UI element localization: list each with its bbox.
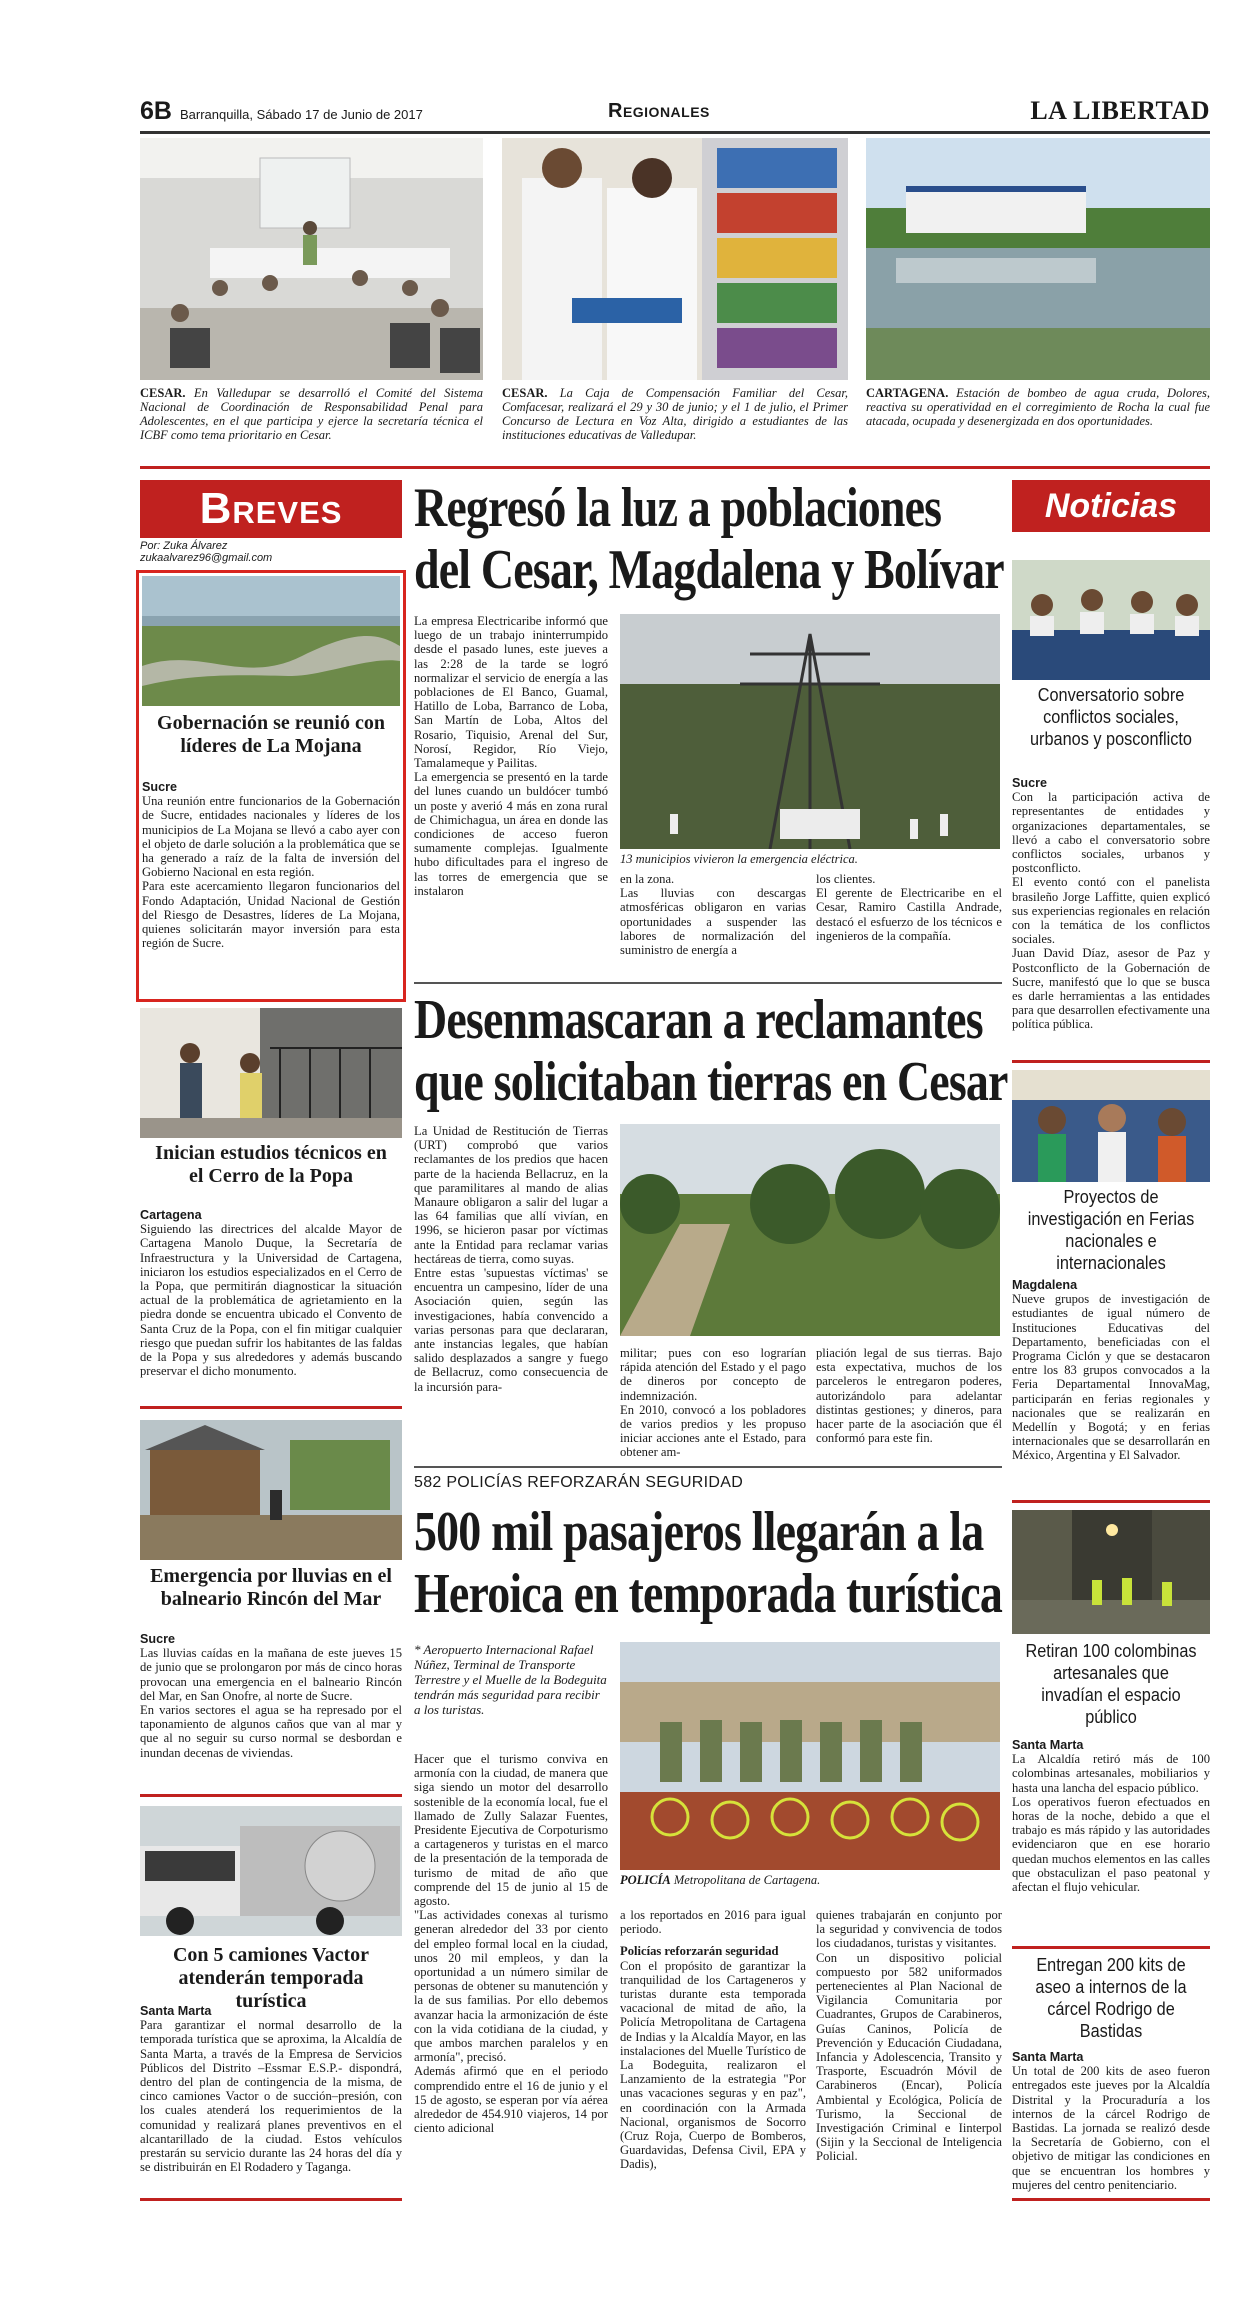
caption-place: POLICÍA — [620, 1873, 671, 1887]
noticias-banner — [1012, 480, 1210, 532]
red-rule-breves-2 — [140, 1794, 402, 1797]
noticia-paragraph: La Alcaldía retiró más de 100 colombinas artesanales, mobiliarios y hasta una lancha del espacio público. — [1012, 1752, 1210, 1795]
photo-conversatorio — [1012, 560, 1210, 680]
article2-paragraph: militar; pues con eso lograrían rápida atención del Estado y el pago de dineros por concepto de indemnización. — [620, 1346, 806, 1403]
article1-col2 — [620, 872, 806, 957]
breve-paragraph: Siguiendo las directrices del alcalde Mayor de Cartagena Manolo Duque, la Secretaría de Infraestructura y la Universidad de Cartagena, iniciaron los estudios especializados en el Cerro de la Popa, que permitirán diagnosticar la situación actual de la problemática de agrietamiento en la piedra donde se encuentra ubicado el Convento de Santa Cruz de la Popa, con el fin mitigar cualquier riesgo que puedan sufrir los habitantes de las faldas de la Popa y sus alrededores y además buscando preservar el dicho monumento. — [140, 1222, 402, 1379]
breves-author: Por: Zuka Álvarez — [140, 540, 228, 552]
photo-cerro-popa — [140, 1008, 402, 1138]
breves-email: zukaalvarez96@gmail.com — [140, 552, 273, 564]
article2-rule — [414, 1466, 1002, 1468]
article3-paragraph: quienes trabajarán en conjunto por la seguridad y convivencia de todos los ciudadanos, turistas y visitantes. — [816, 1908, 1002, 1951]
article3-paragraph: a los reportados en 2016 para igual periodo. — [620, 1908, 806, 1937]
breve-body-popa — [140, 1208, 402, 1378]
red-rule-noticias-2 — [1012, 1500, 1210, 1503]
caption-text: Estación de bombeo de agua cruda, Dolores, reactiva su operatividad en el corregimiento de Rocha la cual fue atacada, ocupada y desenergizada en dos oportunidades. — [866, 386, 1210, 428]
article3-col3 — [816, 1908, 1002, 2164]
breve-place: Santa Marta — [140, 2004, 212, 2018]
station-photo-svg — [866, 138, 1210, 380]
article2-paragraph: La Unidad de Restitución de Tierras (URT) comprobó que varios reclamantes de los predios que hacen parte de la hacienda Bellacruz, en la que paramilitares al mando de alias Manaure obligaron a salir del lugar a las 64 familias que allí vivían, en 1996, se hicieron pasar por víctimas ante la Entidad para reclamar varias hectáreas de tierra, como suyas. — [414, 1124, 608, 1266]
article2-col2 — [620, 1346, 806, 1460]
red-rule-noticias-bottom — [1012, 2198, 1210, 2201]
caption-cartagena-bombeo — [866, 386, 1210, 428]
truck-photo-svg — [140, 1806, 402, 1936]
article2-paragraph: pliación legal de sus tierras. Bajo esta expectativa, muchos de los parceleros le entregaron poderes, autorizándolo para adelantar distintas gestiones; y dineros, para hacer parte de la asociación que él conformó para este fin. — [816, 1346, 1002, 1446]
river-photo-svg — [142, 576, 400, 706]
tower-photo-svg — [620, 614, 1000, 849]
photo-police-bikes — [620, 1642, 1000, 1870]
photo-reading-students — [502, 138, 848, 380]
photo-rincon-del-mar-flood — [140, 1420, 402, 1560]
photo-power-tower — [620, 614, 1000, 849]
photo-pumping-station — [866, 138, 1210, 380]
noticia-body-colombinas — [1012, 1738, 1210, 1894]
dateline: Barranquilla, Sábado 17 de Junio de 2017 — [180, 107, 423, 122]
section-name: Regionales — [608, 100, 710, 122]
breves-banner-text: Breves — [199, 484, 343, 533]
breve-paragraph: En varios sectores el agua se ha represado por el taponamiento de algunos caños que van al mar y que al no seguir su curso normal se desbordan e inundan decenas de viviendas. — [140, 1703, 402, 1760]
caption-text: Metropolitana de Cartagena. — [670, 1873, 821, 1887]
meeting-photo-svg — [140, 138, 483, 380]
article1-headline-line2: del Cesar, Magdalena y Bolívar — [414, 539, 1004, 601]
photo-colombinas — [1012, 1510, 1210, 1634]
article3-photo-caption — [620, 1873, 1000, 1887]
breves-banner — [140, 480, 402, 538]
page-number: 6B — [140, 97, 172, 125]
noticia-paragraph: Nueve grupos de investigación de estudiantes de igual número de Instituciones Educativas del Departamento, beneficiadas con el Programa Ciclón y que se destacaron entre los 83 grupos convocados a la Feria Departamental InnovaMag, participarán en ferias regionales y nacionales que se realizarán en Medellín y Bogotá; y en ferias internacionales que se desarrollarán en México, Argentina y El Salvador. — [1012, 1292, 1210, 1463]
noticia-body-kits — [1012, 2050, 1210, 2192]
article2-col1 — [414, 1124, 608, 1394]
article1-paragraph: El gerente de Electricaribe en el Cesar, Ramiro Castilla Andrade, destacó el esfuerzo de los técnicos e ingenieros de la compañía. — [816, 886, 1002, 943]
caption-place: CESAR. — [140, 386, 186, 400]
article1-paragraph: Las lluvias con descargas atmosféricas obligaron en varias oportunidades a suspender las labores de normalización del suministro de energía a — [620, 886, 806, 958]
header-rule — [140, 131, 1210, 134]
noticia-place: Santa Marta — [1012, 1738, 1084, 1752]
caption-text: En Valledupar se desarrolló el Comité del Sistema Nacional de Coordinación de Responsabilidad Penal para Adolescentes, en el que participa y ejerce la secretaría técnica el ICBF como tema prioritario en Cesar. — [140, 386, 483, 442]
article3-lead: * Aeropuerto Internacional Rafael Núñez, Terminal de Transporte Terrestre y el Muelle de la Bodeguita tendrán más seguridad para recibir a los turistas. — [414, 1642, 607, 1717]
photo-ferias-investigacion — [1012, 1070, 1210, 1182]
article1-rule — [414, 982, 1002, 984]
breve-place: Sucre — [140, 1632, 176, 1646]
article3-paragraph: Hacer que el turismo conviva en armonía con la ciudad, de manera que siga siendo un motor del desarrollo sostenible de la economía local, fue el llamado de Zully Salazar Fuentes, Presidente Ejecutiva de Corpoturismo a cartageneros y turistas en el marco de la presentación de la temporada de turismo de mitad de año que comprende del 15 de junio al 15 de agosto. — [414, 1752, 608, 1909]
breve-body-mojana — [142, 780, 400, 950]
students-photo-svg — [502, 138, 848, 380]
breve-body-rincon — [140, 1632, 402, 1760]
noticia-paragraph: El evento contó con el panelista brasileño Jorge Laffitte, quien explicó sus experiencias regionales en relación con la temática de los conflictos sociales. — [1012, 875, 1210, 947]
photo-bellacruz-land — [620, 1124, 1000, 1336]
colombinas-photo-svg — [1012, 1510, 1210, 1634]
article1-paragraph: La empresa Electricaribe informó que luego de un trabajo ininterrumpido desde el pasado lunes, este jueves a las 2:28 de la tarde se logró normalizar el servicio de energía a las poblaciones de El Banco, Guamal, Hatillo de Loba, Barranco de Loba, San Martín de Loba, Altos del Rosario, Tiquisio, Arenal del Sur, Norosí, Regidor, Río Viejo, Tamalameque y Pailitas. — [414, 614, 608, 771]
article1-photo-caption: 13 municipios vivieron la emergencia eléctrica. — [620, 852, 858, 866]
caption-text: La Caja de Compensación Familiar del Cesar, Comfacesar, realizará el 29 y 30 de junio; y el 1 de julio, el Primer Concurso de Lectura en Voz Alta, dirigido a estudiantes de las instituciones educativas de Valledupar. — [502, 386, 848, 442]
breve-title-vactor: Con 5 camiones Vactor atenderán temporada turística — [172, 1944, 370, 2012]
noticia-place: Sucre — [1012, 776, 1048, 790]
land-photo-svg — [620, 1124, 1000, 1336]
article2-headline-line2: que solicitaban tierras en Cesar — [414, 1051, 1008, 1113]
article3-col2 — [620, 1908, 806, 2172]
noticia-paragraph: Los operativos fueron efectuados en horas de la noche, debido a que el trabajo es más rápido y las autoridades evidenciaron que en ese horario quedan muchos elementos en las calles que obstaculizan el paso peatonal y afectan el flujo vehicular. — [1012, 1794, 1210, 1895]
popa-photo-svg — [140, 1008, 402, 1138]
article3-subhead: Policías reforzarán seguridad — [620, 1944, 779, 1959]
red-rule-top — [140, 466, 1210, 469]
flood-photo-svg — [140, 1420, 402, 1560]
noticia-title-ferias: Proyectos de investigación en Ferias nacionales e internacionales — [1027, 1186, 1195, 1273]
red-rule-breves-1 — [140, 1406, 402, 1409]
article3-paragraph: Con el propósito de garantizar la tranquilidad de los Cartageneros y turistas durante esta temporada vacacional de mitad de año, la Policía Metropolitana de Cartagena de Indias y la Alcaldía Mayor, en las instalaciones del Muelle Turístico de La Bodeguita, realizaron el Lanzamiento de la estrategia "Por unas vacaciones seguras y en paz", en coordinación con la Armada Nacional, organismos de Socorro (Cruz Roja, Cuerpo de Bomberos, Guardavidas, Defensa Civil, EPA y Dadis), — [620, 1958, 806, 2172]
article1-paragraph: La emergencia se presentó en la tarde del lunes cuando un buldócer tumbó un poste y averió 4 más en zona rural de Chimichagua, un área en donde las condiciones de acceso fueron sumamente complejas. Igualmente hubo dificultades para el ingreso de las torres de emergencia que se instalaron — [414, 770, 608, 898]
police-photo-svg — [620, 1642, 1000, 1870]
breve-paragraph: Para este acercamiento llegaron funcionarios del Fondo Adaptación, Unidad Nacional de Gestión del Riesgo de Desastres, líderes de La Mojana, quienes solicitarán mayor inversión para esta región de Sucre. — [142, 879, 400, 951]
noticia-paragraph: Juan David Díaz, asesor de Paz y Postconflicto de la Gobernación de Sucre, manifestó que lo que se busca es darle herramientas a las entidades para que desarrollen efectivamente una política pública. — [1012, 946, 1210, 1032]
noticias-banner-text: Noticias — [1044, 487, 1178, 525]
red-rule-noticias-1 — [1012, 1060, 1210, 1063]
article3-col1 — [414, 1752, 608, 2135]
article3-paragraph: "Las actividades conexas al turismo generan alrededor del 33 por ciento del empleo formal local en la ciudad, unos 20 mil empleos, y dan la oportunidad a un número similar de personas de obtener su manutención y la de sus familias. Por ello debemos avanzar hacia la armonización de éste con la vida cotidiana de la ciudad, y que ambos marchen paralelos y en armonía", precisó. — [414, 1908, 608, 2065]
noticia-paragraph: Con la participación activa de representantes de entidades y organizaciones departamentales, se llevó a cabo el conversatorio sobre conflictos sociales, urbanos y postconflicto. — [1012, 790, 1210, 876]
breve-paragraph: Para garantizar el normal desarrollo de la temporada turística que se aproxima, la Alcaldía de Santa Marta, a través de la Empresa de Servicios Públicos del Distrito –Essmar E.S.P.- dispondrá, dentro del plan de contingencia de la misma, de cinco camiones Vactor o de succión–presión, con los cuales atenderá los requerimientos de la comunidad y realizará planes preventivos en el alcantarillado de la ciudad. Estos vehículos prestarán su servicio durante las 24 horas del día y se distribuirán en El Rodadero y Taganga. — [140, 2018, 402, 2175]
breve-title-popa: Inician estudios técnicos en el Cerro de la Popa — [155, 1142, 387, 1187]
noticia-place: Magdalena — [1012, 1278, 1078, 1292]
article3-paragraph: Con un dispositivo policial compuesto por 582 uniformados pertenecientes al Plan Nacional de Vigilancia Comunitaria por Cuadrantes, Grupos de Carabineros, Guías Caninos, Policía de Prevención y Educación Ciudadana, Infancia y Adolescencia, Transito y Trasporte, Escuadrón Móvil de Carabineros (Encar), Policía Ambiental y Ecológica, Policía de Turismo, la Seccional de Investigación Criminal e Iinterpol (Sijin y la Seccional de Inteligencia Policial. — [816, 1950, 1002, 2164]
article2-headline-line1: Desenmascaran a reclamantes — [414, 989, 983, 1051]
caption-place: CARTAGENA. — [866, 386, 949, 400]
noticia-title-colombinas: Retiran 100 colombinas artesanales que invadían el espacio público — [1025, 1640, 1197, 1727]
noticia-title-kits: Entregan 200 kits de aseo a internos de la cárcel Rodrigo de Bastidas — [1035, 1954, 1187, 2041]
article2-paragraph: Entre estas 'supuestas víctimas' se encuentra un campesino, líder de una Asociación quien, según las investigaciones, había convencido a varias personas para que declararan, ante instancias legales, que habían salido desplazados a sangre y fuego de Bellacruz, como consecuencia de la incursión para- — [414, 1266, 608, 1394]
noticia-paragraph: Un total de 200 kits de aseo fueron entregados este jueves por la Alcaldía Distrital y la Procuraduría a los internos de la cárcel Rodrigo de Bastidas. La jornada se realizó desde la Secretaría de Gobierno, con el objetivo de mitigar las condiciones en que se encuentran los hombres y mujeres del centro penitenciario. — [1012, 2064, 1210, 2192]
article3-headline-line2: Heroica en temporada turística — [414, 1563, 1002, 1625]
breve-body-vactor — [140, 2004, 402, 2174]
breve-place: Sucre — [142, 780, 178, 794]
breve-title-rincon: Emergencia por lluvias en el balneario Rincón del Mar — [150, 1565, 392, 1610]
article2-col3 — [816, 1346, 1002, 1445]
ferias-photo-svg — [1012, 1070, 1210, 1182]
photo-la-mojana-river — [142, 576, 400, 706]
article1-paragraph: los clientes. — [816, 872, 876, 886]
caption-place: CESAR. — [502, 386, 548, 400]
noticia-body-ferias — [1012, 1278, 1210, 1463]
breve-title-mojana: Gobernación se reunió con líderes de La Mojana — [157, 712, 385, 757]
article3-kicker: 582 POLICÍAS REFORZARÁN SEGURIDAD — [414, 1474, 744, 1491]
photo-meeting-valledupar — [140, 138, 483, 380]
caption-cesar-icbf — [140, 386, 483, 442]
article3-paragraph: Además afirmó que en el periodo comprendido entre el 16 de junio y el 15 de agosto, se esperan por vía aérea alrededor de 454.910 viajeros, 14 por ciento adicional — [414, 2064, 608, 2136]
masthead: LA LIBERTAD — [1030, 96, 1210, 125]
noticia-title-conversatorio: Conversatorio sobre conflictos sociales, urbanos y posconflicto — [1029, 684, 1193, 749]
photo-vactor-truck — [140, 1806, 402, 1936]
article2-paragraph: En 2010, convocó a los pobladores de varios predios y les propuso iniciar acciones ante el Estado, para obtener am- — [620, 1402, 806, 1460]
page-header — [140, 94, 1210, 128]
noticia-body-conversatorio — [1012, 776, 1210, 1032]
article1-col1 — [414, 614, 608, 898]
breve-place: Cartagena — [140, 1208, 202, 1222]
conversatorio-photo-svg — [1012, 560, 1210, 680]
article1-paragraph: en la zona. — [620, 872, 675, 886]
red-rule-breves-bottom — [140, 2198, 402, 2201]
red-rule-noticias-3 — [1012, 1946, 1210, 1949]
article1-headline-line1: Regresó la luz a poblaciones — [414, 477, 942, 539]
breve-paragraph: Una reunión entre funcionarios de la Gobernación de Sucre, entidades nacionales y líderes de los municipios de La Mojana se llevó a cabo ayer con el objeto de darle solución a la problemática que se ha generado a raíz de la falta de inversión del Gobierno Nacional en esta región. — [142, 794, 400, 880]
noticia-place: Santa Marta — [1012, 2050, 1084, 2064]
article3-headline-line1: 500 mil pasajeros llegarán a la — [414, 1501, 984, 1563]
article1-col3 — [816, 872, 1002, 943]
caption-cesar-comfacesar — [502, 386, 848, 442]
breve-paragraph: Las lluvias caídas en la mañana de este jueves 15 de junio que se prolongaron por más de cinco horas provocan una emergencia en el balneario Rincón del Mar, en San Onofre, al norte de Sucre. — [140, 1646, 402, 1703]
